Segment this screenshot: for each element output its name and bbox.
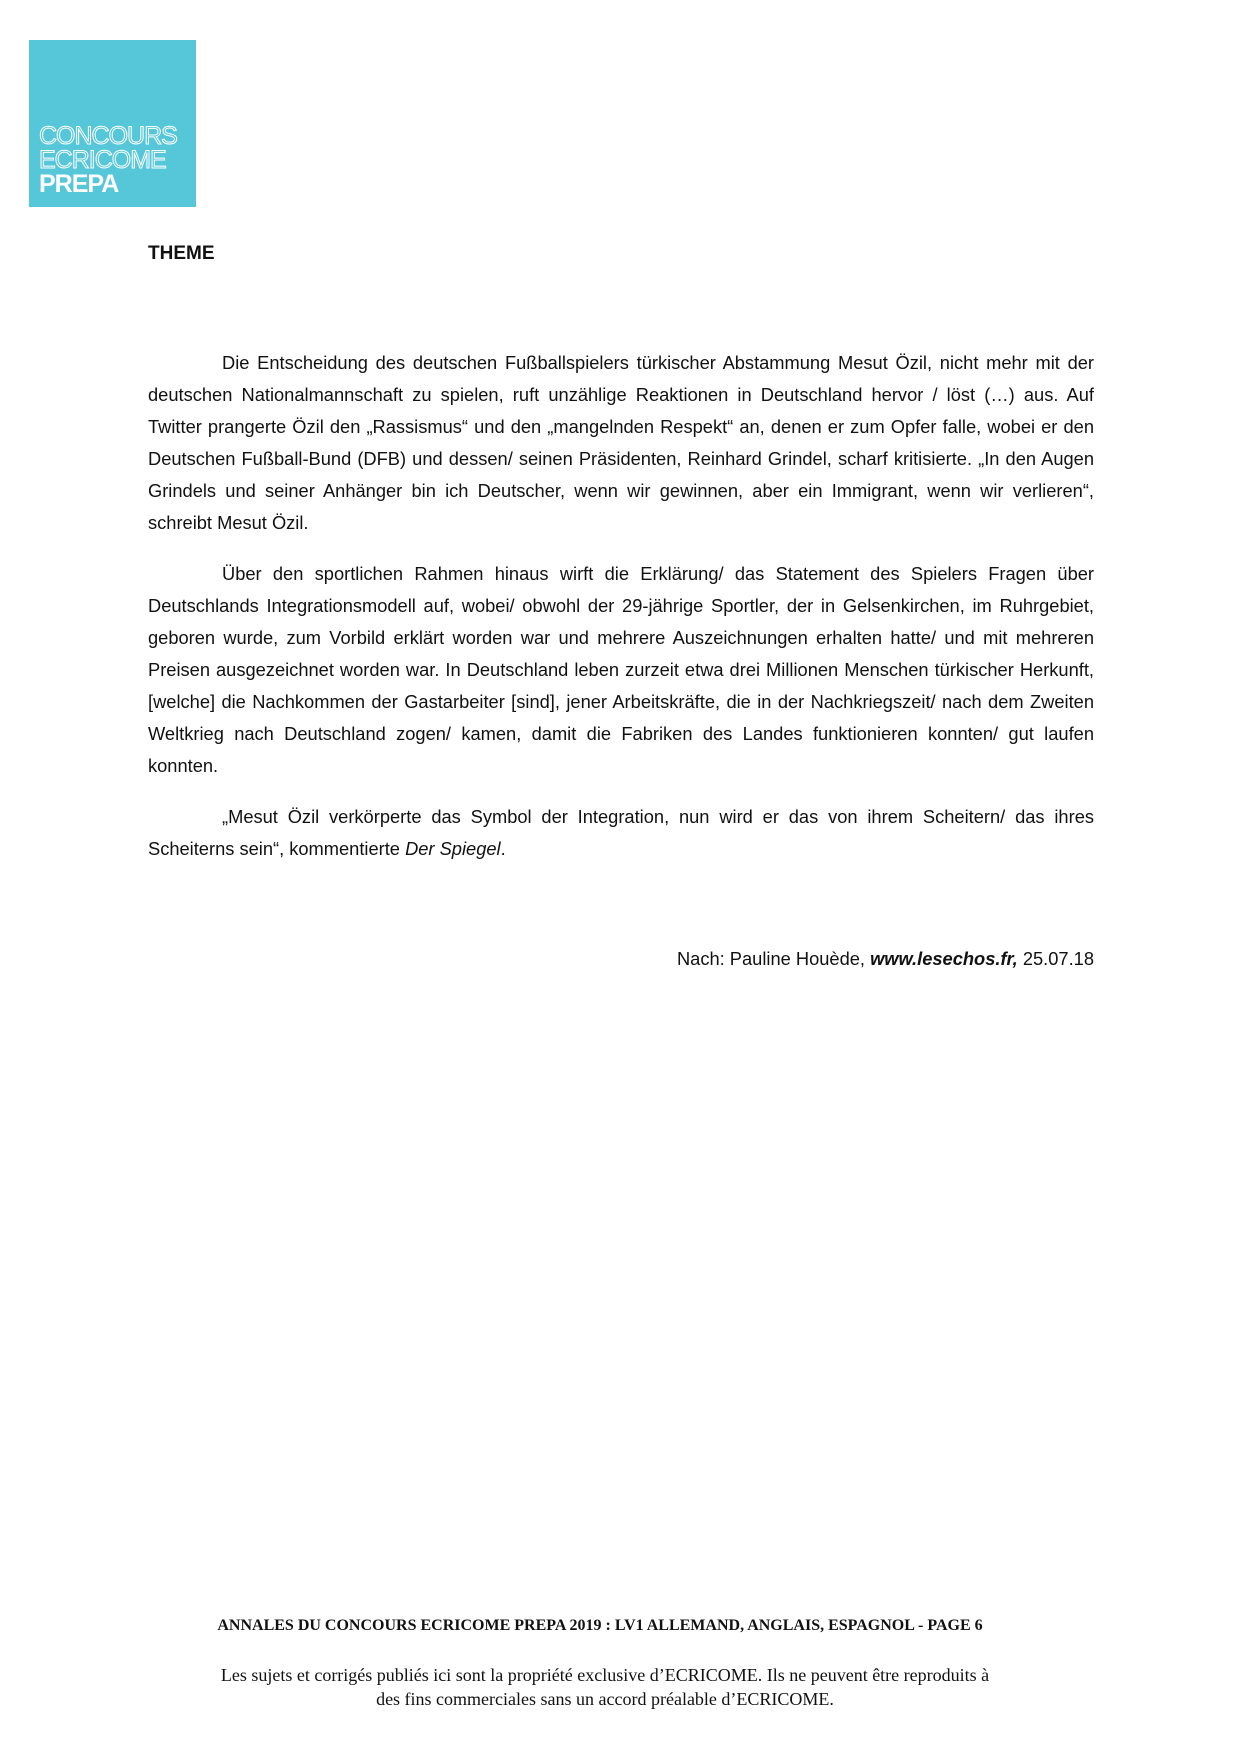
paragraph-3-text: „Mesut Özil verkörperte das Symbol der Integration, nun wird er das von ihrem Scheitern/ das ihres Scheiterns sein“, kommentierte [148, 806, 1094, 859]
paragraph-1: Die Entscheidung des deutschen Fußballspielers türkischer Abstammung Mesut Özil, nicht mehr mit der deutschen Nationalmannschaft zu spielen, ruft unzählige Reaktionen in Deutschland hervor / löst (…) aus. Auf Twitter prangerte Özil den „Rassismus“ und den „mangelnden Respekt“ an, denen er zum Opfer falle, wobei er den Deutschen Fußball-Bund (DFB) und dessen/ seinen Präsidenten, Reinhard Grindel, scharf kritisierte. „In den Augen Grindels und seiner Anhänger bin ich Deutscher, wenn wir gewinnen, aber ein Immigrant, wenn wir verlieren“, schreibt Mesut Özil. [148, 352, 1094, 533]
source-site: www.lesechos.fr, [870, 948, 1018, 969]
footer-note-line-2: des fins commerciales sans un accord préalable d’ECRICOME. [376, 1689, 834, 1709]
source-date: 25.07.18 [1017, 948, 1094, 969]
logo-line-ecricome: ECRICOME [39, 146, 166, 174]
footer-note-line-1: Les sujets et corrigés publiés ici sont la propriété exclusive d’ECRICOME. Ils ne peuvent être reproduits à [220, 1665, 990, 1685]
page-title: THEME [148, 243, 215, 264]
source-prefix: Nach: Pauline Houède, [676, 948, 871, 969]
logo-line-prepa: PREPA [39, 170, 119, 198]
logo-line-concours: CONCOURS [39, 122, 177, 150]
ecricome-logo [29, 40, 196, 207]
footer-note [150, 1663, 1060, 1711]
source-citation [677, 947, 1094, 971]
article-body [148, 347, 1094, 884]
paragraph-3-italic: Der Spiegel [405, 838, 501, 859]
paragraph-2: Über den sportlichen Rahmen hinaus wirft die Erklärung/ das Statement des Spielers Fragen über Deutschlands Integrationsmodell auf, wobei/ obwohl der 29-jährige Sportler, der in Gelsenkirchen, im Ruhrgebiet, geboren wurde, zum Vorbild erklärt worden war und mehrere Auszeichnungen erhalten hatte/ und mit mehreren Preisen ausgezeichnet worden war. In Deutschland leben zurzeit etwa drei Millionen Menschen türkischer Herkunft, [welche] die Nachkommen der Gastarbeiter [sind], jener Arbeitskräfte, die in der Nachkriegszeit/ nach dem Zweiten Weltkrieg nach Deutschland zogen/ kamen, damit die Fabriken des Landes funktionieren konnten/ gut laufen konnten. [148, 563, 1094, 776]
paragraph-3 [148, 801, 1094, 865]
paragraph-3-end: . [500, 838, 506, 859]
footer-title: ANNALES DU CONCOURS ECRICOME PREPA 2019 : LV1 ALLEMAND, ANGLAIS, ESPAGNOL - PAGE 6 [217, 1617, 983, 1634]
